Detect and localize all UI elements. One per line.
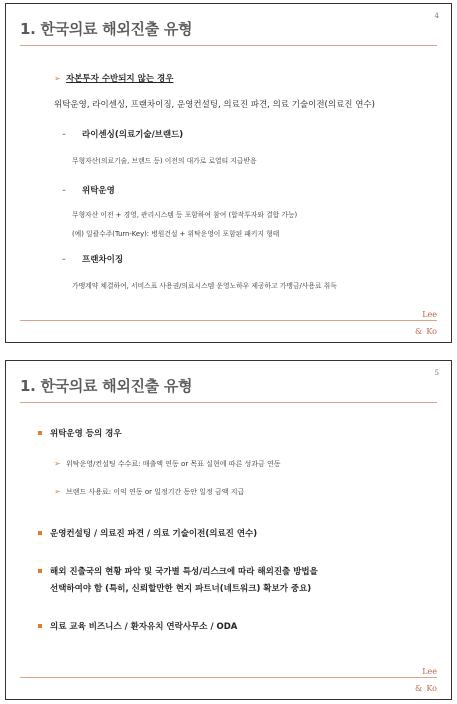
square-bullet-icon: [38, 624, 42, 628]
arrow-right-icon: ➢: [54, 74, 61, 83]
lee-ko-logo: Lee & Ko: [415, 667, 437, 693]
bullet-education: [38, 620, 237, 632]
bullet-consulting: [38, 527, 257, 539]
bullet-text: 의료 교육 비즈니스 / 환자유치 연락사무소 / ODA: [50, 622, 238, 632]
arrow-right-icon: ➢: [54, 459, 61, 468]
licensing-item: [62, 128, 183, 140]
title-divider: [20, 45, 437, 46]
licensing-desc: 무형자산(의료기술, 브랜드 등) 이전의 대가로 로열티 지급받음: [72, 157, 257, 165]
slide-title: 1. 한국의료 해외진출 유형: [20, 20, 193, 38]
bullet-text: 위탁운영 등의 경우: [50, 429, 122, 439]
sub-text: 위탁운영/컨설팅 수수료: 매출액 연동 or 목표 실현에 따른 성과금 연동: [66, 460, 281, 468]
lee-ko-logo: Lee & Ko: [415, 310, 437, 336]
dash-icon: -: [62, 130, 66, 140]
square-bullet-icon: [38, 431, 42, 435]
footer-divider: [20, 320, 437, 321]
slide-title: 1. 한국의료 해외진출 유형: [20, 377, 193, 395]
franchise-item: [62, 253, 123, 265]
consign-desc-2: (예) 일괄수주(Turn-Key): 병원건설 + 위탁운영이 포함된 패키지 형태: [72, 230, 280, 238]
title-divider: [20, 402, 437, 403]
square-bullet-icon: [38, 531, 42, 535]
arrow-right-icon: ➢: [54, 487, 61, 496]
page-number: 5: [434, 369, 439, 377]
bullet-text: 해외 진출국의 현황 파악 및 국가별 특성/리스크에 따라 해외진출 방법을: [50, 567, 318, 577]
consign-title: 위탁운영: [82, 186, 115, 196]
sub-brand: [54, 487, 244, 497]
slide-page-4: [5, 3, 452, 343]
bullet-consign: [38, 427, 122, 439]
dash-icon: -: [62, 186, 66, 196]
bullet-text: 운영컨설팅 / 의료진 파견 / 의료 기술이전(의료진 연수): [50, 529, 258, 539]
section-heading: [54, 72, 173, 84]
consign-desc-1: 무형자산 이전 + 경영, 관리시스템 등 포함하여 참여 (합작투자와 결합 가능): [72, 211, 298, 219]
franchise-desc: 가맹계약 체결하여, 서비스표 사용권/의료시스템 운영노하우 제공하고 가맹금/사용료 취득: [72, 282, 337, 290]
page-number: 4: [434, 12, 439, 20]
franchise-title: 프랜차이징: [82, 255, 124, 265]
licensing-title: 라이센싱(의료기술/브랜드): [82, 130, 184, 140]
heading-text: 자본투자 수반되지 않는 경우: [66, 74, 174, 84]
bullet-strategy-cont: 선택하여야 함 (특히, 신뢰할만한 현지 파트너(네트워크) 확보가 중요): [50, 584, 312, 594]
slide-page-5: [5, 360, 452, 700]
sub-text: 브랜드 사용료: 이익 연동 or 일정기간 동안 일정 금액 지급: [66, 488, 245, 496]
sub-fee: [54, 459, 280, 469]
footer-divider: [20, 677, 437, 678]
type-list: 위탁운영, 라이센싱, 프랜차이징, 운영컨설팅, 의료진 파견, 의료 기술이전(의료진 연수): [54, 100, 375, 110]
consign-item: [62, 184, 115, 196]
square-bullet-icon: [38, 569, 42, 573]
bullet-strategy: [38, 565, 318, 577]
dash-icon: -: [62, 255, 66, 265]
